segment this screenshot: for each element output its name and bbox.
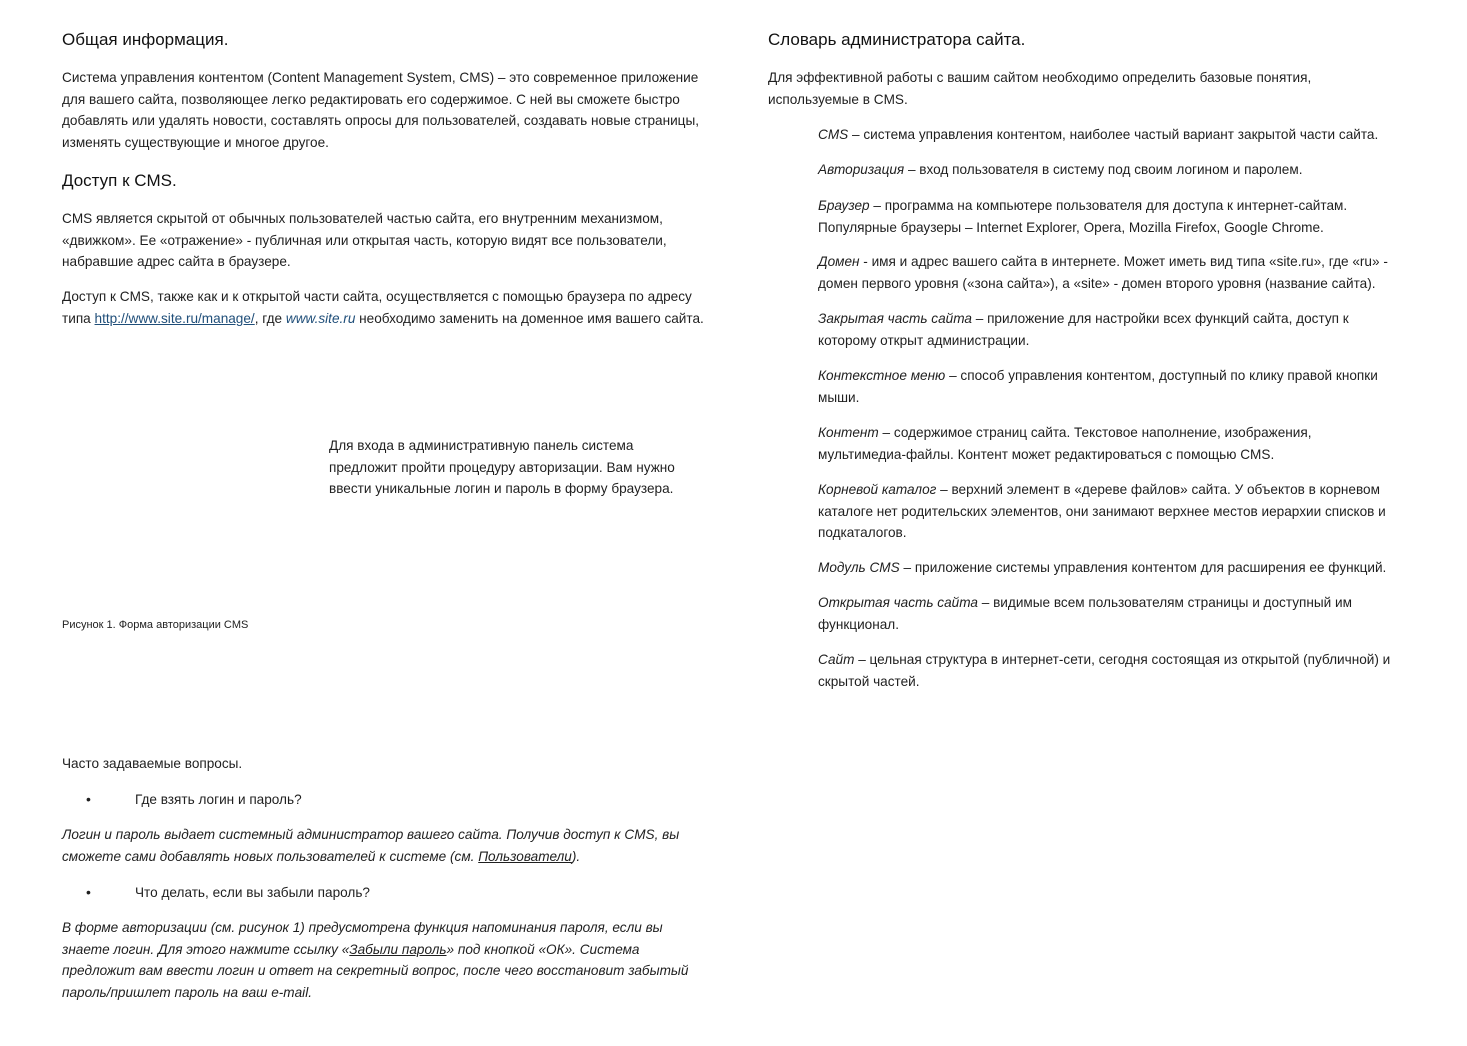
glossary-term: Открытая часть сайта [818, 595, 978, 610]
glossary-definition: – приложение системы управления контентом для расширения ее функций. [899, 560, 1387, 575]
faq-answer-2-text-a: В форме авторизации (см. рисунок 1) предусмотрена функция напоминания пароля, если вы знаете логин. Для этого нажмите ссылку « [62, 920, 663, 957]
dictionary-intro: Для эффективной работы с вашим сайтом необходимо определить базовые понятия, используемые в CMS. [768, 70, 1312, 107]
glossary-term: Модуль CMS [818, 560, 900, 575]
glossary-entry-cms [818, 124, 1418, 146]
cms-access-url-paragraph [62, 286, 712, 329]
cms-manage-link[interactable]: http://www.site.ru/manage/ [94, 310, 255, 326]
glossary-definition: – программа на компьютере пользователя для доступа к интернет-сайтам. Популярные браузеры – Internet Explorer, Opera, Mozilla Firefox, Google Chrome. [818, 198, 1348, 235]
glossary-entry-authorization [818, 159, 1418, 181]
glossary-entry-root-catalog [818, 479, 1418, 544]
faq-answer-2-text-b: » под кнопкой «ОК». Система предложит вам ввести логин и ответ на секретный вопрос, после чего восстановит забытый пароль/пришлет пароль на ваш e-mail. [62, 941, 689, 1000]
glossary-entry-context-menu [818, 365, 1418, 408]
glossary-term: Домен [818, 254, 860, 269]
glossary-term: CMS [818, 127, 849, 142]
site-domain-text: www.site.ru [285, 310, 356, 326]
faq-heading: Часто задаваемые вопросы. [62, 756, 243, 771]
glossary-entry-site [818, 649, 1418, 692]
glossary-definition: – способ управления контентом, доступный по клику правой кнопки мыши. [818, 368, 1378, 405]
glossary-definition: – содержимое страниц сайта. Текстовое наполнение, изображения, мультимедиа-файлы. Контент может редактироваться с помощью CMS. [818, 425, 1312, 462]
glossary-definition: – цельная структура в интернет-сети, сегодня состоящая из открытой (публичной) и скрытой частей. [818, 652, 1391, 689]
cms-access-url-text-a: Доступ к CMS, также как и к открытой части сайта, осуществляется с помощью браузера по адресу типа [62, 289, 692, 326]
users-link[interactable]: Пользователи [478, 848, 572, 864]
glossary-definition: – видимые всем пользователям страницы и доступный им функционал. [818, 595, 1352, 632]
faq-question-1-text: Где взять логин и пароль? [135, 792, 302, 807]
glossary-definition: - имя и адрес вашего сайта в интернете. Может иметь вид типа «site.ru», где «ru» - домен первого уровня («зона сайта»), а «site» - домен второго уровня (название сайта). [818, 254, 1388, 291]
faq-answer-1-text-a: Логин и пароль выдает системный администратор вашего сайта. Получив доступ к CMS, вы сможете сами добавлять новых пользователей к системе (см. [62, 827, 680, 864]
glossary-term: Авторизация [818, 162, 905, 177]
auth-note: Для входа в административную панель система предложит пройти процедуру авторизации. Вам нужно ввести уникальные логин и пароль в форму браузера. [329, 438, 675, 496]
faq-answer-1 [62, 824, 712, 867]
glossary-definition: – вход пользователя в систему под своим логином и паролем. [904, 162, 1303, 177]
glossary-term: Сайт [818, 652, 855, 667]
glossary-definition: – система управления контентом, наиболее частый вариант закрытой части сайта. [848, 127, 1379, 142]
cms-access-text: CMS является скрытой от обычных пользователей частью сайта, его внутренним механизмом, «движком». Ее «отражение» - публичная или открытая часть, которую видят все пользователи, набравшие адрес сайта в браузере. [62, 211, 667, 269]
cms-access-heading: Доступ к CMS. [62, 171, 177, 190]
glossary-term: Контент [818, 425, 879, 440]
faq-answer-1-text-b: ). [571, 848, 581, 864]
general-info-text: Система управления контентом (Content Management System, CMS) – это современное приложение для вашего сайта, позволяющее легко редактировать его содержимое. С ней вы сможете быстро добавлять или удалять новости, составлять опросы для пользователей, создавать новые страницы, изменять существующие и многое другое. [62, 70, 700, 150]
glossary-term: Контекстное меню [818, 368, 946, 383]
faq-question-1 [86, 789, 302, 811]
glossary-definition: – приложение для настройки всех функций сайта, доступ к которому открыт администрации. [818, 311, 1349, 348]
faq-answer-2 [62, 917, 714, 1003]
glossary-term: Браузер [818, 198, 870, 213]
glossary-entry-content [818, 422, 1378, 465]
glossary-entry-open-part [818, 592, 1398, 635]
general-info-heading: Общая информация. [62, 30, 229, 49]
cms-access-url-text-b: , где [254, 310, 286, 326]
cms-access-url-text-c: необходимо заменить на доменное имя вашего сайта. [355, 310, 704, 326]
forgot-password-link[interactable]: Забыли пароль [349, 941, 447, 957]
glossary-term: Корневой каталог [818, 482, 937, 497]
glossary-entry-domain [818, 251, 1418, 294]
faq-question-2-text: Что делать, если вы забыли пароль? [135, 885, 370, 900]
glossary-entry-closed-part [818, 308, 1378, 351]
bullet-icon: • [86, 791, 91, 807]
faq-question-2 [86, 882, 370, 904]
glossary-term: Закрытая часть сайта [818, 311, 972, 326]
dictionary-heading: Словарь администратора сайта. [768, 30, 1026, 49]
glossary-entry-cms-module [818, 557, 1418, 579]
figure-caption: Рисунок 1. Форма авторизации CMS [62, 619, 249, 631]
glossary-definition: – верхний элемент в «дереве файлов» сайта. У объектов в корневом каталоге нет родительских элементов, они занимают верхнее местов иерархии списков и подкаталогов. [818, 482, 1386, 540]
glossary-entry-browser [818, 195, 1408, 238]
bullet-icon: • [86, 884, 91, 900]
